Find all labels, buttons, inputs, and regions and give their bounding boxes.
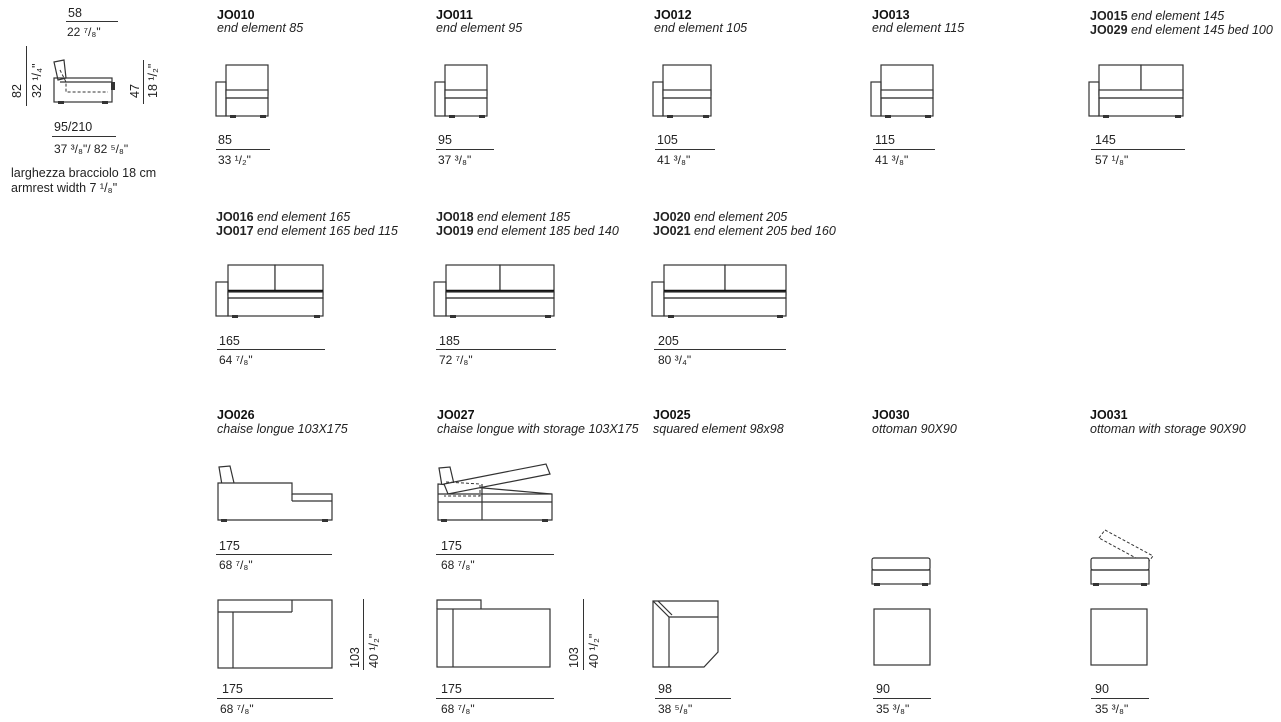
item-desc: end element 145: [1131, 9, 1225, 23]
item-code: JO011: [436, 8, 473, 22]
jo016-drawing: [216, 264, 328, 320]
jo027-plan-drawing: [436, 599, 556, 671]
item-width-in: 68 ⁷/₈": [219, 558, 253, 572]
item-width-rule: [436, 349, 556, 350]
item-plan-in: 35 ³/₈": [876, 702, 910, 716]
legend-height-in: 32 ¹/₄": [30, 63, 44, 98]
jo012-drawing: [653, 64, 715, 120]
item-code: JO016: [216, 210, 254, 224]
item-desc: ottoman with storage 90X90: [1090, 422, 1246, 436]
item-width-cm: 115: [875, 133, 895, 147]
item-width-cm: 175: [219, 539, 240, 553]
item-plan-in: 68 ⁷/₈": [220, 702, 254, 716]
legend-seat-cm: 47: [128, 84, 142, 98]
item-plan-rule: [1091, 698, 1149, 699]
legend-depth-in: 22 ⁷/₈": [67, 25, 101, 39]
item-width-rule: [436, 149, 494, 150]
item-desc: end element 165: [257, 210, 351, 224]
item-depth-rule: [363, 599, 364, 670]
legend-height-rule: [26, 46, 27, 106]
item-depth-in: 40 ¹/₂": [587, 633, 601, 668]
item-depth-rule: [583, 599, 584, 670]
item-plan-in: 68 ⁷/₈": [441, 702, 475, 716]
item-width-cm: 145: [1095, 133, 1116, 147]
item-plan-cm: 175: [441, 682, 462, 696]
legend-seat-in: 18 ¹/₂": [146, 63, 160, 98]
item-width-cm: 105: [657, 133, 678, 147]
jo031-plan-drawing: [1090, 608, 1150, 668]
item-width-cm: 85: [218, 133, 232, 147]
item-width-rule: [873, 149, 935, 150]
item-desc: chaise longue with storage 103X175: [437, 422, 639, 436]
item-code: JO018: [436, 210, 474, 224]
item-width-rule: [654, 349, 786, 350]
jo011-drawing: [435, 64, 491, 120]
jo026-plan-drawing: [217, 599, 337, 671]
item-width-rule: [216, 554, 332, 555]
legend-height-cm: 82: [10, 84, 24, 98]
item-desc2: end element 145 bed 100: [1131, 23, 1273, 37]
item-title-line1: [653, 210, 787, 224]
item-width-in: 37 ³/₈": [438, 153, 472, 167]
item-code: JO030: [872, 408, 910, 422]
item-desc: end element 85: [217, 21, 304, 35]
item-desc: end element 115: [872, 21, 965, 35]
item-plan-rule: [655, 698, 731, 699]
item-width-rule: [216, 149, 270, 150]
jo030-plan-drawing: [873, 608, 933, 668]
item-code: JO025: [653, 408, 691, 422]
item-desc: squared element 98x98: [653, 422, 784, 436]
item-width-rule: [217, 349, 325, 350]
item-title-line1: [216, 210, 350, 224]
item-width-cm: 165: [219, 334, 240, 348]
item-desc: end element 205: [694, 210, 788, 224]
jo015-drawing: [1089, 64, 1189, 120]
item-width-in: 41 ³/₈": [657, 153, 691, 167]
item-desc: end element 95: [436, 21, 523, 35]
item-code: JO012: [654, 8, 692, 22]
item-width-cm: 205: [658, 334, 679, 348]
item-plan-cm: 98: [658, 682, 672, 696]
item-code2: JO017: [216, 224, 254, 238]
item-code: JO015: [1090, 9, 1128, 23]
item-width-in: 41 ³/₈": [875, 153, 909, 167]
item-title-line2: [653, 224, 836, 238]
item-width-rule: [655, 149, 715, 150]
item-depth-in: 40 ¹/₂": [367, 633, 381, 668]
item-code: JO026: [217, 408, 255, 422]
item-code2: JO021: [653, 224, 691, 238]
item-width-cm: 185: [439, 334, 460, 348]
item-code: JO010: [217, 8, 255, 22]
item-width-in: 72 ⁷/₈": [439, 353, 473, 367]
jo030-side-drawing: [871, 556, 935, 592]
item-width-rule: [436, 554, 554, 555]
jo025-plan-drawing: [652, 600, 722, 670]
item-code: JO013: [872, 8, 910, 22]
jo013-drawing: [871, 64, 937, 120]
item-desc: end element 185: [477, 210, 571, 224]
item-code2: JO029: [1090, 23, 1128, 37]
item-code2: JO019: [436, 224, 474, 238]
legend-armrest-it: larghezza bracciolo 18 cm: [11, 166, 157, 180]
jo027-side-drawing: [436, 462, 556, 526]
item-width-in: 57 ¹/₈": [1095, 153, 1129, 167]
item-desc2: end element 165 bed 115: [257, 224, 398, 238]
jo018-drawing: [434, 264, 560, 320]
item-title-line2: [216, 224, 398, 238]
item-desc2: end element 205 bed 160: [694, 224, 836, 238]
item-width-in: 64 ⁷/₈": [219, 353, 253, 367]
item-title-line2: [436, 224, 619, 238]
item-width-in: 33 ¹/₂": [218, 153, 251, 167]
item-desc: end element 105: [654, 21, 748, 35]
item-width-cm: 95: [438, 133, 452, 147]
item-code: JO031: [1090, 408, 1128, 422]
item-desc: ottoman 90X90: [872, 422, 957, 436]
item-plan-rule: [873, 698, 931, 699]
item-width-in: 68 ⁷/₈": [441, 558, 475, 572]
item-title-line1: [436, 210, 570, 224]
item-width-rule: [1091, 149, 1185, 150]
item-code: JO027: [437, 408, 475, 422]
jo020-drawing: [652, 264, 792, 320]
item-plan-rule: [436, 698, 554, 699]
jo010-drawing: [216, 64, 272, 120]
legend-depth-cm: 58: [68, 6, 82, 20]
jo026-side-drawing: [216, 465, 336, 525]
item-desc2: end element 185 bed 140: [477, 224, 619, 238]
jo031-side-drawing: [1089, 528, 1155, 592]
item-plan-rule: [217, 698, 333, 699]
legend-width-rule: [52, 136, 116, 137]
item-plan-cm: 90: [876, 682, 890, 696]
legend-depth-rule: [66, 21, 118, 22]
item-desc: chaise longue 103X175: [217, 422, 348, 436]
item-width-in: 80 ³/₄": [658, 353, 692, 367]
legend-side-view: [52, 56, 122, 106]
item-plan-cm: 90: [1095, 682, 1109, 696]
item-plan-cm: 175: [222, 682, 243, 696]
legend-width-in: 37 ³/₈"/ 82 ⁵/₈": [54, 142, 129, 156]
legend-width-cm: 95/210: [54, 120, 93, 134]
item-plan-in: 38 ⁵/₈": [658, 702, 693, 716]
item-width-cm: 175: [441, 539, 462, 553]
item-depth-cm: 103: [348, 647, 362, 668]
item-title-line1: [1090, 9, 1224, 23]
item-plan-in: 35 ³/₈": [1095, 702, 1129, 716]
item-depth-cm: 103: [567, 647, 581, 668]
legend-seat-rule: [143, 60, 144, 104]
item-code: JO020: [653, 210, 691, 224]
legend-armrest-en: armrest width 7 ¹/₈": [11, 181, 118, 195]
item-title-line2: [1090, 23, 1273, 37]
